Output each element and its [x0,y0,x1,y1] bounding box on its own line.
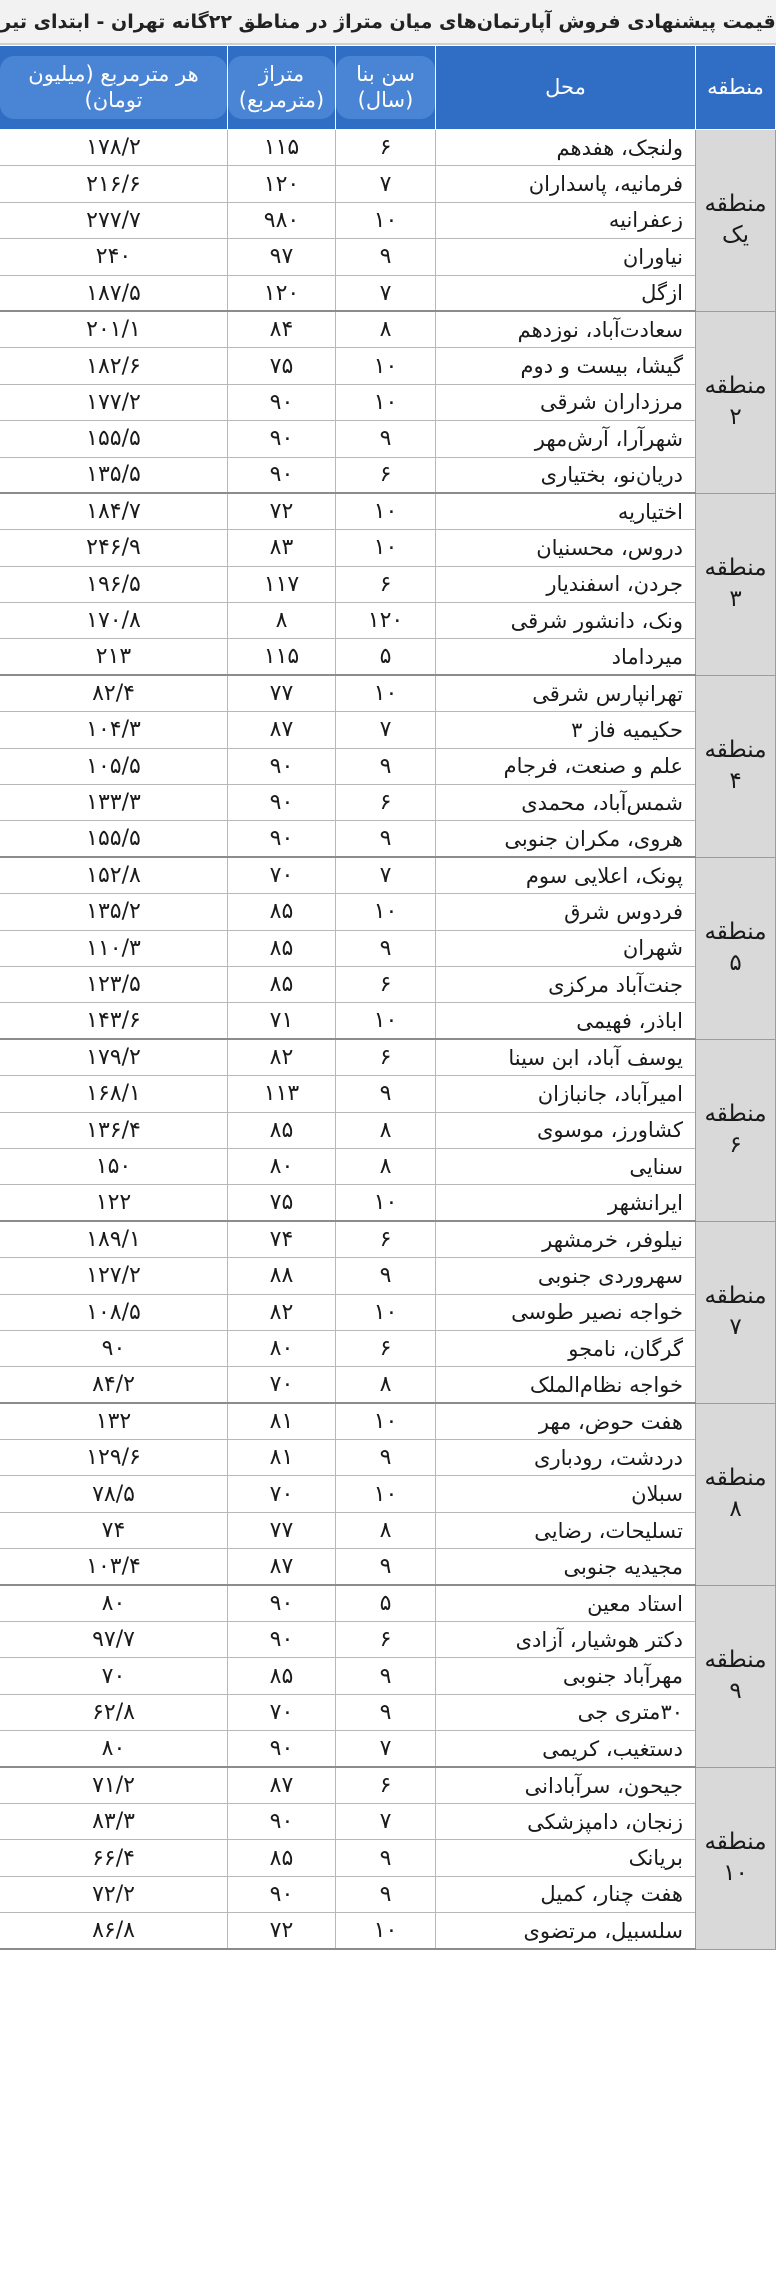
age-cell: ۹ [336,1258,436,1294]
age-cell: ۱۰ [336,675,436,711]
age-cell: ۷ [336,1803,436,1839]
header-area [228,46,336,130]
age-cell: ۵ [336,1585,436,1621]
area-cell: ۷۷ [228,675,336,711]
price-cell: ۱۰۵/۵ [0,748,228,784]
location-cell: شمس‌آباد، محمدی [436,785,696,821]
table-row [0,1330,776,1366]
price-cell: ۷۲/۲ [0,1876,228,1912]
location-cell: فرمانیه، پاسداران [436,166,696,202]
location-cell: دردشت، رودباری [436,1440,696,1476]
age-cell: ۶ [336,1221,436,1257]
age-cell: ۶ [336,1039,436,1075]
location-cell: دکتر هوشیار، آزادی [436,1622,696,1658]
price-cell: ۷۴ [0,1512,228,1548]
region-cell: منطقه یک [696,130,776,312]
price-cell: ۱۱۰/۳ [0,930,228,966]
price-cell: ۱۰۸/۵ [0,1294,228,1330]
table-row [0,1112,776,1148]
age-cell: ۱۰ [336,202,436,238]
region-cell: منطقه ۲ [696,311,776,493]
table-row [0,348,776,384]
area-cell: ۷۷ [228,1512,336,1548]
location-cell: ایرانشهر [436,1185,696,1221]
age-cell: ۷ [336,1731,436,1767]
age-cell: ۶ [336,130,436,166]
area-cell: ۸۲ [228,1294,336,1330]
location-cell: گیشا، بیست و دوم [436,348,696,384]
area-cell: ۹۰ [228,821,336,857]
age-cell: ۸ [336,1112,436,1148]
area-cell: ۷۰ [228,1367,336,1403]
table-row [0,930,776,966]
area-cell: ۷۱ [228,1003,336,1039]
location-cell: سعادت‌آباد، نوزدهم [436,311,696,347]
location-cell: زعفرانیه [436,202,696,238]
table-row [0,894,776,930]
price-cell: ۱۷۰/۸ [0,603,228,639]
age-cell: ۱۰ [336,1913,436,1949]
area-cell: ۹۰ [228,1585,336,1621]
location-cell: خواجه نصیر طوسی [436,1294,696,1330]
price-cell: ۸۴/۲ [0,1367,228,1403]
price-cell: ۱۲۹/۶ [0,1440,228,1476]
age-cell: ۱۰ [336,493,436,529]
age-cell: ۱۰ [336,384,436,420]
table-row [0,493,776,529]
table-row [0,130,776,166]
age-cell: ۱۰ [336,894,436,930]
location-cell: جیحون، سرآبادانی [436,1767,696,1803]
table-row [0,1185,776,1221]
price-cell: ۱۳۲ [0,1403,228,1439]
area-cell: ۸۵ [228,1112,336,1148]
table-row [0,1913,776,1949]
location-cell: مجیدیه جنوبی [436,1549,696,1585]
location-cell: هفت چنار، کمیل [436,1876,696,1912]
area-cell: ۱۱۳ [228,1076,336,1112]
area-cell: ۸۱ [228,1403,336,1439]
area-cell: ۹۰ [228,785,336,821]
location-cell: هفت حوض، مهر [436,1403,696,1439]
price-cell: ۱۲۷/۲ [0,1258,228,1294]
area-cell: ۸۷ [228,1767,336,1803]
age-cell: ۱۰ [336,1403,436,1439]
region-cell: منطقه ۳ [696,493,776,675]
table-row [0,1840,776,1876]
age-cell: ۷ [336,857,436,893]
location-cell: مرزداران شرقی [436,384,696,420]
age-cell: ۶ [336,457,436,493]
price-cell: ۸۳/۳ [0,1803,228,1839]
area-cell: ۱۱۵ [228,130,336,166]
table-row [0,1658,776,1694]
area-cell: ۱۲۰ [228,275,336,311]
price-cell: ۱۸۴/۷ [0,493,228,529]
area-cell: ۷۲ [228,1913,336,1949]
area-cell: ۸۵ [228,1840,336,1876]
age-cell: ۹ [336,930,436,966]
age-cell: ۹ [336,1549,436,1585]
area-cell: ۸۳ [228,530,336,566]
area-cell: ۹۰ [228,748,336,784]
price-cell: ۱۸۷/۵ [0,275,228,311]
area-cell: ۸۵ [228,966,336,1002]
age-cell: ۱۲۰ [336,603,436,639]
area-cell: ۹۰ [228,1622,336,1658]
price-cell: ۱۵۰ [0,1148,228,1184]
area-cell: ۱۲۰ [228,166,336,202]
age-cell: ۷ [336,166,436,202]
location-cell: استاد معین [436,1585,696,1621]
age-cell: ۱۰ [336,348,436,384]
area-cell: ۹۷ [228,239,336,275]
price-cell: ۱۰۳/۴ [0,1549,228,1585]
location-cell: شهرآرا، آرش‌مهر [436,421,696,457]
area-cell: ۹۰ [228,1731,336,1767]
location-cell: مهرآباد جنوبی [436,1658,696,1694]
price-cell: ۲۱۳ [0,639,228,675]
table-row [0,712,776,748]
area-cell: ۹۰ [228,1876,336,1912]
area-cell: ۹۰ [228,1803,336,1839]
age-cell: ۶ [336,566,436,602]
table-row [0,748,776,784]
age-cell: ۹ [336,748,436,784]
age-cell: ۹ [336,1440,436,1476]
table-row [0,1731,776,1767]
area-cell: ۸۲ [228,1039,336,1075]
age-cell: ۹ [336,239,436,275]
price-cell: ۱۳۳/۳ [0,785,228,821]
table-row [0,457,776,493]
age-cell: ۹ [336,1876,436,1912]
table-row [0,202,776,238]
area-cell: ۷۵ [228,348,336,384]
area-cell: ۸ [228,603,336,639]
location-cell: نیاوران [436,239,696,275]
header-age-label: سن بنا (سال) [336,56,435,118]
age-cell: ۸ [336,1512,436,1548]
age-cell: ۹ [336,1076,436,1112]
price-cell: ۱۰۴/۳ [0,712,228,748]
location-cell: کشاورز، موسوی [436,1112,696,1148]
price-cell: ۱۵۵/۵ [0,421,228,457]
location-cell: نیلوفر، خرمشهر [436,1221,696,1257]
table-row [0,275,776,311]
area-cell: ۸۵ [228,930,336,966]
price-cell: ۹۷/۷ [0,1622,228,1658]
location-cell: هروی، مکران جنوبی [436,821,696,857]
location-cell: میرداماد [436,639,696,675]
location-cell: شهران [436,930,696,966]
table-row [0,603,776,639]
area-cell: ۸۴ [228,311,336,347]
area-cell: ۸۷ [228,1549,336,1585]
price-cell: ۲۴۰ [0,239,228,275]
table-row [0,966,776,1002]
age-cell: ۱۰ [336,1476,436,1512]
area-cell: ۸۷ [228,712,336,748]
age-cell: ۶ [336,1622,436,1658]
location-cell: زنجان، دامپزشکی [436,1803,696,1839]
age-cell: ۸ [336,311,436,347]
area-cell: ۱۱۷ [228,566,336,602]
area-cell: ۱۱۵ [228,639,336,675]
region-cell: منطقه ۸ [696,1403,776,1585]
location-cell: سهروردی جنوبی [436,1258,696,1294]
price-cell: ۸۲/۴ [0,675,228,711]
price-cell: ۱۳۶/۴ [0,1112,228,1148]
price-cell: ۷۱/۲ [0,1767,228,1803]
age-cell: ۵ [336,639,436,675]
location-cell: جردن، اسفندیار [436,566,696,602]
header-price [0,46,228,130]
location-cell: اباذر، فهیمی [436,1003,696,1039]
area-cell: ۹۰ [228,457,336,493]
location-cell: اختیاریه [436,493,696,529]
location-cell: ازگل [436,275,696,311]
table-row [0,421,776,457]
area-cell: ۷۰ [228,1694,336,1730]
price-cell: ۸۰ [0,1731,228,1767]
age-cell: ۹ [336,421,436,457]
area-cell: ۷۵ [228,1185,336,1221]
price-cell: ۱۸۲/۶ [0,348,228,384]
age-cell: ۶ [336,785,436,821]
age-cell: ۹ [336,1694,436,1730]
price-cell: ۹۰ [0,1330,228,1366]
location-cell: حکیمیه فاز ۳ [436,712,696,748]
price-cell: ۱۷۹/۲ [0,1039,228,1075]
age-cell: ۱۰ [336,1294,436,1330]
price-cell: ۱۴۳/۶ [0,1003,228,1039]
table-row [0,1003,776,1039]
location-cell: سنایی [436,1148,696,1184]
table-row [0,1148,776,1184]
area-cell: ۸۵ [228,894,336,930]
area-cell: ۷۲ [228,493,336,529]
area-cell: ۷۰ [228,857,336,893]
price-cell: ۱۵۵/۵ [0,821,228,857]
area-cell: ۹۰ [228,421,336,457]
location-cell: سلسبیل، مرتضوی [436,1913,696,1949]
location-cell: ۳۰متری جی [436,1694,696,1730]
age-cell: ۱۰ [336,1185,436,1221]
location-cell: گرگان، نامجو [436,1330,696,1366]
region-cell: منطقه ۴ [696,675,776,857]
area-cell: ۸۸ [228,1258,336,1294]
table-row [0,857,776,893]
region-cell: منطقه ۶ [696,1039,776,1221]
price-table [0,45,776,1950]
table-row [0,566,776,602]
region-cell: منطقه ۱۰ [696,1767,776,1949]
table-row [0,530,776,566]
area-cell: ۸۱ [228,1440,336,1476]
location-cell: ولنجک، هفدهم [436,130,696,166]
table-row [0,1294,776,1330]
location-cell: ونک، دانشور شرقی [436,603,696,639]
location-cell: یوسف آباد، ابن سینا [436,1039,696,1075]
area-cell: ۸۵ [228,1658,336,1694]
header-region-label: منطقه [707,75,764,100]
table-row [0,675,776,711]
table-row [0,1549,776,1585]
age-cell: ۹ [336,821,436,857]
location-cell: دستغیب، کریمی [436,1731,696,1767]
age-cell: ۹ [336,1840,436,1876]
price-cell: ۱۶۸/۱ [0,1076,228,1112]
table-row [0,1585,776,1621]
price-cell: ۲۴۶/۹ [0,530,228,566]
table-row [0,1076,776,1112]
price-cell: ۷۸/۵ [0,1476,228,1512]
table-row [0,785,776,821]
table-row [0,1876,776,1912]
table-row [0,639,776,675]
table-row [0,1767,776,1803]
area-cell: ۸۰ [228,1148,336,1184]
region-cell: منطقه ۹ [696,1585,776,1767]
age-cell: ۷ [336,275,436,311]
age-cell: ۶ [336,966,436,1002]
table-row [0,166,776,202]
price-cell: ۲۱۶/۶ [0,166,228,202]
table-body [0,130,776,1950]
table-row [0,1367,776,1403]
price-cell: ۸۶/۸ [0,1913,228,1949]
price-cell: ۱۹۶/۵ [0,566,228,602]
area-cell: ۷۰ [228,1476,336,1512]
table-row [0,1512,776,1548]
table-row [0,311,776,347]
price-cell: ۱۸۹/۱ [0,1221,228,1257]
header-location [436,46,696,130]
price-cell: ۱۲۲ [0,1185,228,1221]
location-cell: تهرانپارس شرقی [436,675,696,711]
price-cell: ۶۲/۸ [0,1694,228,1730]
location-cell: دروس، محسنیان [436,530,696,566]
price-cell: ۱۳۵/۵ [0,457,228,493]
price-cell: ۸۰ [0,1585,228,1621]
region-cell: منطقه ۵ [696,857,776,1039]
location-cell: خواجه نظام‌الملک [436,1367,696,1403]
region-cell: منطقه ۷ [696,1221,776,1403]
location-cell: فردوس شرق [436,894,696,930]
area-cell: ۸۰ [228,1330,336,1366]
age-cell: ۶ [336,1330,436,1366]
location-cell: جنت‌آباد مرکزی [436,966,696,1002]
table-row [0,384,776,420]
location-cell: علم و صنعت، فرجام [436,748,696,784]
age-cell: ۷ [336,712,436,748]
price-cell: ۲۷۷/۷ [0,202,228,238]
table-row [0,1440,776,1476]
header-location-label: محل [545,75,586,100]
age-cell: ۹ [336,1658,436,1694]
table-row [0,1403,776,1439]
location-cell: پونک، اعلایی سوم [436,857,696,893]
page-title: قیمت پیشنهادی فروش آپارتمان‌های میان متراژ در مناطق ۲۲گانه تهران - ابتدای تیر [0,0,776,45]
price-cell: ۲۰۱/۱ [0,311,228,347]
location-cell: سبلان [436,1476,696,1512]
price-cell: ۱۷۸/۲ [0,130,228,166]
location-cell: تسلیحات، رضایی [436,1512,696,1548]
area-cell: ۷۴ [228,1221,336,1257]
header-area-label: متراژ (مترمربع) [228,56,335,118]
price-cell: ۷۰ [0,1658,228,1694]
table-row [0,1622,776,1658]
header-region [696,46,776,130]
area-cell: ۹۰ [228,384,336,420]
price-cell: ۶۶/۴ [0,1840,228,1876]
table-row [0,1221,776,1257]
age-cell: ۸ [336,1148,436,1184]
location-cell: دریان‌نو، بختیاری [436,457,696,493]
table-row [0,1039,776,1075]
table-row [0,821,776,857]
header-age [336,46,436,130]
location-cell: امیرآباد، جانبازان [436,1076,696,1112]
price-cell: ۱۳۵/۲ [0,894,228,930]
age-cell: ۶ [336,1767,436,1803]
header-price-label: هر مترمربع (میلیون تومان) [0,56,227,118]
age-cell: ۱۰ [336,1003,436,1039]
area-cell: ۹۸۰ [228,202,336,238]
table-row [0,1803,776,1839]
table-header-row [0,46,776,130]
table-row [0,239,776,275]
price-cell: ۱۷۷/۲ [0,384,228,420]
table-row [0,1476,776,1512]
age-cell: ۱۰ [336,530,436,566]
age-cell: ۸ [336,1367,436,1403]
price-cell: ۱۵۲/۸ [0,857,228,893]
table-row [0,1694,776,1730]
location-cell: بریانک [436,1840,696,1876]
price-cell: ۱۲۳/۵ [0,966,228,1002]
table-row [0,1258,776,1294]
